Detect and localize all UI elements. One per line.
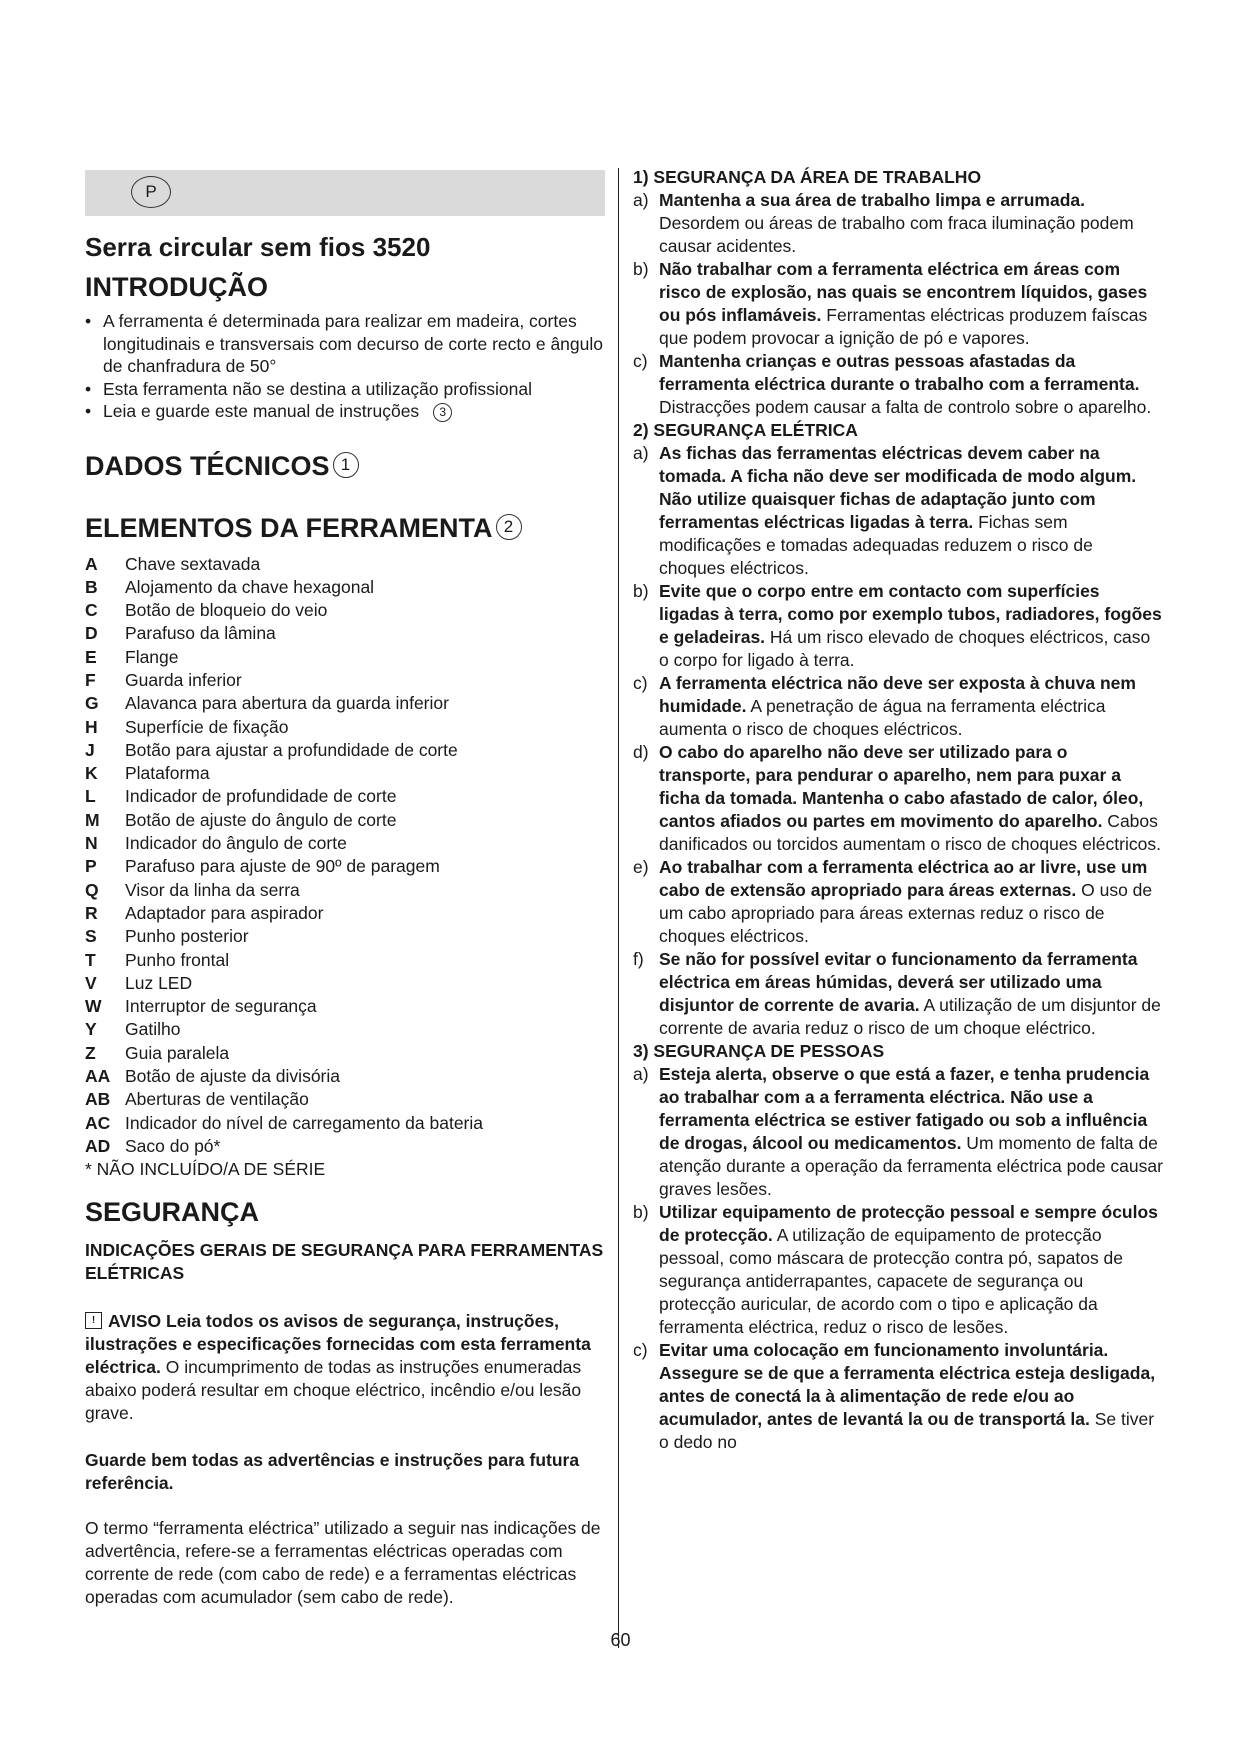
safety-item	[633, 189, 1163, 258]
safety-item	[633, 1339, 1163, 1454]
element-text: Alavanca para abertura da guarda inferior	[125, 693, 449, 714]
safety-item-letter: c)	[633, 1340, 648, 1360]
safety-item	[633, 580, 1163, 672]
element-text: Saco do pó*	[125, 1135, 221, 1156]
safety-item-text: Se não for possível evitar o funcionamento da ferramenta eléctrica em áreas húmidas, deverá ser utilizado uma disjuntor de corrente de avaria. A utilização de um disjuntor de corrente de avaria reduz o risco de um choque eléctrico.	[659, 949, 1161, 1038]
element-item	[85, 599, 605, 622]
safety-item-letter: e)	[633, 857, 649, 877]
element-text: Botão de ajuste da divisória	[125, 1066, 340, 1087]
element-text: Parafuso para ajuste de 90º de paragem	[125, 856, 440, 877]
element-text: Gatilho	[125, 1019, 181, 1040]
element-text: Alojamento da chave hexagonal	[125, 576, 375, 597]
element-text: Adaptador para aspirador	[125, 902, 324, 923]
safety-item-letter: b)	[633, 259, 649, 279]
page-number: 60	[610, 1630, 631, 1650]
element-text: Indicador do nível de carregamento da bateria	[125, 1112, 484, 1133]
element-letter: A	[85, 553, 98, 574]
safety-item-text: Esteja alerta, observe o que está a fazer, e tenha prudencia ao trabalhar com a a ferramenta eléctrica. Não use a ferramenta eléctrica se estiver fatigado ou sob a influência de drogas, álcool ou medicamentos. Um momento de falta de atenção durante a operação da ferramenta eléctrica pode causar graves lesões.	[659, 1064, 1163, 1199]
safety-section-heading: 1) SEGURANÇA DA ÁREA DE TRABALHO	[633, 167, 982, 187]
element-letter: W	[85, 996, 102, 1017]
element-letter: Y	[85, 1019, 97, 1040]
safety-item-letter: c)	[633, 351, 648, 371]
safety-item-letter: a)	[633, 1064, 649, 1084]
language-badge: P	[131, 176, 171, 208]
safety-item	[633, 741, 1163, 856]
safety-item	[633, 1063, 1163, 1201]
safety-item	[633, 442, 1163, 580]
element-text: Indicador do ângulo de corte	[125, 833, 347, 854]
safety-item-letter: b)	[633, 1202, 649, 1222]
element-item	[85, 832, 605, 855]
element-letter: K	[85, 763, 98, 784]
element-item	[85, 785, 605, 808]
element-text: Indicador de profundidade de corte	[125, 786, 397, 807]
element-item	[85, 622, 605, 645]
element-letter: AD	[85, 1135, 111, 1156]
element-text: Plataforma	[125, 763, 210, 784]
element-item	[85, 995, 605, 1018]
safety-section-heading: 2) SEGURANÇA ELÉTRICA	[633, 420, 858, 440]
safety-item-text: Utilizar equipamento de protecção pessoal e sempre óculos de protecção. A utilização de equipamento de protecção pessoal, como máscara de protecção contra pó, sapatos de segurança antiderrapantes, capacete de segurança ou protecção auricular, de acordo com o tipo e aplicação da ferramenta eléctrica, reduz o risco de lesões.	[659, 1202, 1158, 1337]
element-item	[85, 1112, 605, 1135]
element-letter: F	[85, 669, 96, 690]
seguranca-heading: SEGURANÇA	[85, 1197, 260, 1228]
element-item	[85, 716, 605, 739]
element-text: Chave sextavada	[125, 553, 261, 574]
warning-icon: !	[85, 1312, 102, 1329]
safety-item-letter: c)	[633, 673, 648, 693]
element-text: Guarda inferior	[125, 669, 242, 690]
element-text: Punho posterior	[125, 926, 249, 947]
safety-item	[633, 948, 1163, 1040]
element-item	[85, 809, 605, 832]
element-text: Luz LED	[125, 972, 193, 993]
element-text: Botão para ajustar a profundidade de corte	[125, 739, 458, 760]
figure-ref-2: 2	[496, 514, 522, 540]
element-item	[85, 1088, 605, 1111]
element-letter: D	[85, 623, 98, 644]
element-letter: P	[85, 856, 97, 877]
intro-bullet: • A ferramenta é determinada para realizar em madeira, cortes longitudinais e transversais com decurso de corte recto e ângulo de chanfradura de 50°	[85, 310, 605, 378]
element-item	[85, 669, 605, 692]
safety-item-text: Evite que o corpo entre em contacto com superfícies ligadas à terra, como por exemplo tubos, radiadores, fogões e geladeiras. Há um risco elevado de choques eléctricos, caso o corpo for ligado à terra.	[659, 581, 1162, 670]
element-item	[85, 855, 605, 878]
right-column	[633, 166, 1163, 1454]
element-item	[85, 646, 605, 669]
safety-item-letter: b)	[633, 581, 649, 601]
element-letter: AB	[85, 1089, 111, 1110]
element-text: Aberturas de ventilação	[125, 1089, 309, 1110]
element-item	[85, 879, 605, 902]
safety-item-text: Mantenha a sua área de trabalho limpa e arrumada. Desordem ou áreas de trabalho com fraca iluminação podem causar acidentes.	[659, 190, 1134, 256]
element-item	[85, 949, 605, 972]
element-letter: T	[85, 949, 96, 970]
element-text: Superfície de fixação	[125, 716, 289, 737]
element-letter: N	[85, 833, 98, 854]
figure-ref-1: 1	[333, 452, 359, 478]
element-text: Guia paralela	[125, 1042, 230, 1063]
element-text: Punho frontal	[125, 949, 230, 970]
element-letter: L	[85, 786, 96, 807]
language-bar	[85, 170, 605, 216]
element-item	[85, 1042, 605, 1065]
element-text: Interruptor de segurança	[125, 996, 317, 1017]
element-item	[85, 553, 605, 576]
document-title: Serra circular sem fios 3520	[85, 232, 431, 262]
element-text: Flange	[125, 646, 179, 667]
element-letter: J	[85, 739, 95, 760]
intro-heading: INTRODUÇÃO	[85, 272, 268, 302]
safety-item-text: A ferramenta eléctrica não deve ser exposta à chuva nem humidade. A penetração de água na ferramenta eléctrica aumenta o risco de choques eléctricos.	[659, 673, 1136, 739]
safety-item-letter: a)	[633, 443, 649, 463]
element-letter: V	[85, 972, 97, 993]
element-letter: B	[85, 576, 98, 597]
safety-item-letter: a)	[633, 190, 649, 210]
safety-item	[633, 258, 1163, 350]
element-letter: Q	[85, 879, 99, 900]
column-divider	[618, 168, 619, 1648]
element-item	[85, 925, 605, 948]
element-letter: R	[85, 902, 98, 923]
safety-item	[633, 672, 1163, 741]
elements-note: * NÃO INCLUÍDO/A DE SÉRIE	[85, 1159, 326, 1180]
element-item	[85, 692, 605, 715]
element-item	[85, 1065, 605, 1088]
element-text: Parafuso da lâmina	[125, 623, 276, 644]
element-letter: G	[85, 693, 99, 714]
element-item	[85, 972, 605, 995]
element-item	[85, 1135, 605, 1158]
safety-item-text: Ao trabalhar com a ferramenta eléctrica ao ar livre, use um cabo de extensão apropriado para áreas externas. O uso de um cabo apropriado para áreas externas reduz o risco de choques eléctricos.	[659, 857, 1153, 946]
safety-item	[633, 350, 1163, 419]
dados-tecnicos-heading: DADOS TÉCNICOS 1	[85, 449, 605, 483]
element-item	[85, 902, 605, 925]
intro-bullet: • Esta ferramenta não se destina a utilização profissional	[85, 378, 605, 401]
safety-item	[633, 1201, 1163, 1339]
aviso-paragraph: ! AVISO Leia todos os avisos de segurança, instruções, ilustrações e especificações fornecidas com esta ferramenta eléctrica. O incumprimento de todas as instruções enumeradas abaixo poderá resultar em choque eléctrico, incêndio e/ou lesão grave.	[85, 1311, 591, 1424]
element-letter: AA	[85, 1066, 111, 1087]
elements-list	[85, 553, 605, 1159]
safety-item-text: As fichas das ferramentas eléctricas devem caber na tomada. A ficha não deve ser modificada de modo algum. Não utilize quaisquer fichas de adaptação junto com ferramentas eléctricas ligadas à terra. Fichas sem modificações e tomadas adequadas reduzem o risco de choques eléctricos.	[659, 443, 1137, 578]
element-item	[85, 739, 605, 762]
elementos-heading: ELEMENTOS DA FERRAMENTA 2	[85, 511, 605, 545]
safety-item	[633, 856, 1163, 948]
element-letter: Z	[85, 1042, 96, 1063]
safety-item-text: Evitar uma colocação em funcionamento involuntária. Assegure se de que a ferramenta eléctrica esteja desligada, antes de conectá la à alimentação de rede e/ou ao acumulador, antes de levantá la ou de transportá la. Se tiver o dedo no	[659, 1340, 1156, 1452]
figure-ref-3: 3	[433, 403, 452, 422]
element-item	[85, 576, 605, 599]
element-item	[85, 1018, 605, 1041]
seguranca-subheading: INDICAÇÕES GERAIS DE SEGURANÇA PARA FERRAMENTAS ELÉTRICAS	[85, 1240, 604, 1283]
intro-bullet: • Leia e guarde este manual de instruções 3	[85, 400, 605, 423]
element-letter: E	[85, 646, 97, 667]
element-letter: C	[85, 600, 98, 621]
safety-item-text: Mantenha crianças e outras pessoas afastadas da ferramenta eléctrica durante o trabalho com a ferramenta. Distracções podem causar a falta de controlo sobre o aparelho.	[659, 351, 1152, 417]
safety-item-text: O cabo do aparelho não deve ser utilizado para o transporte, para pendurar o aparelho, nem para puxar a ficha da tomada. Mantenha o cabo afastado de calor, óleo, cantos afiados ou partes em movimento do aparelho. Cabos danificados ou torcidos aumentam o risco de choques eléctricos.	[659, 742, 1161, 854]
element-text: Visor da linha da serra	[125, 879, 300, 900]
termo-paragraph: O termo “ferramenta eléctrica” utilizado a seguir nas indicações de advertência, refere-se a ferramentas eléctricas operadas com corrente de rede (com cabo de rede) e a ferramentas eléctricas operadas com acumulador (sem cabo de rede).	[85, 1518, 601, 1608]
element-letter: H	[85, 716, 98, 737]
left-column	[85, 170, 605, 1609]
safety-item-letter: f)	[633, 949, 644, 969]
element-text: Botão de bloqueio do veio	[125, 600, 328, 621]
element-item	[85, 762, 605, 785]
safety-item-text: Não trabalhar com a ferramenta eléctrica em áreas com risco de explosão, nas quais se encontrem líquidos, gases ou pós inflamáveis. Ferramentas eléctricas produzem faíscas que podem provocar a ignição de pó e vapores.	[659, 259, 1148, 348]
element-letter: M	[85, 809, 100, 830]
element-letter: AC	[85, 1112, 111, 1133]
element-text: Botão de ajuste do ângulo de corte	[125, 809, 397, 830]
guarde-paragraph: Guarde bem todas as advertências e instruções para futura referência.	[85, 1450, 580, 1494]
element-letter: S	[85, 926, 97, 947]
safety-item-letter: d)	[633, 742, 649, 762]
safety-section-heading: 3) SEGURANÇA DE PESSOAS	[633, 1041, 885, 1061]
intro-bullets	[85, 310, 605, 423]
